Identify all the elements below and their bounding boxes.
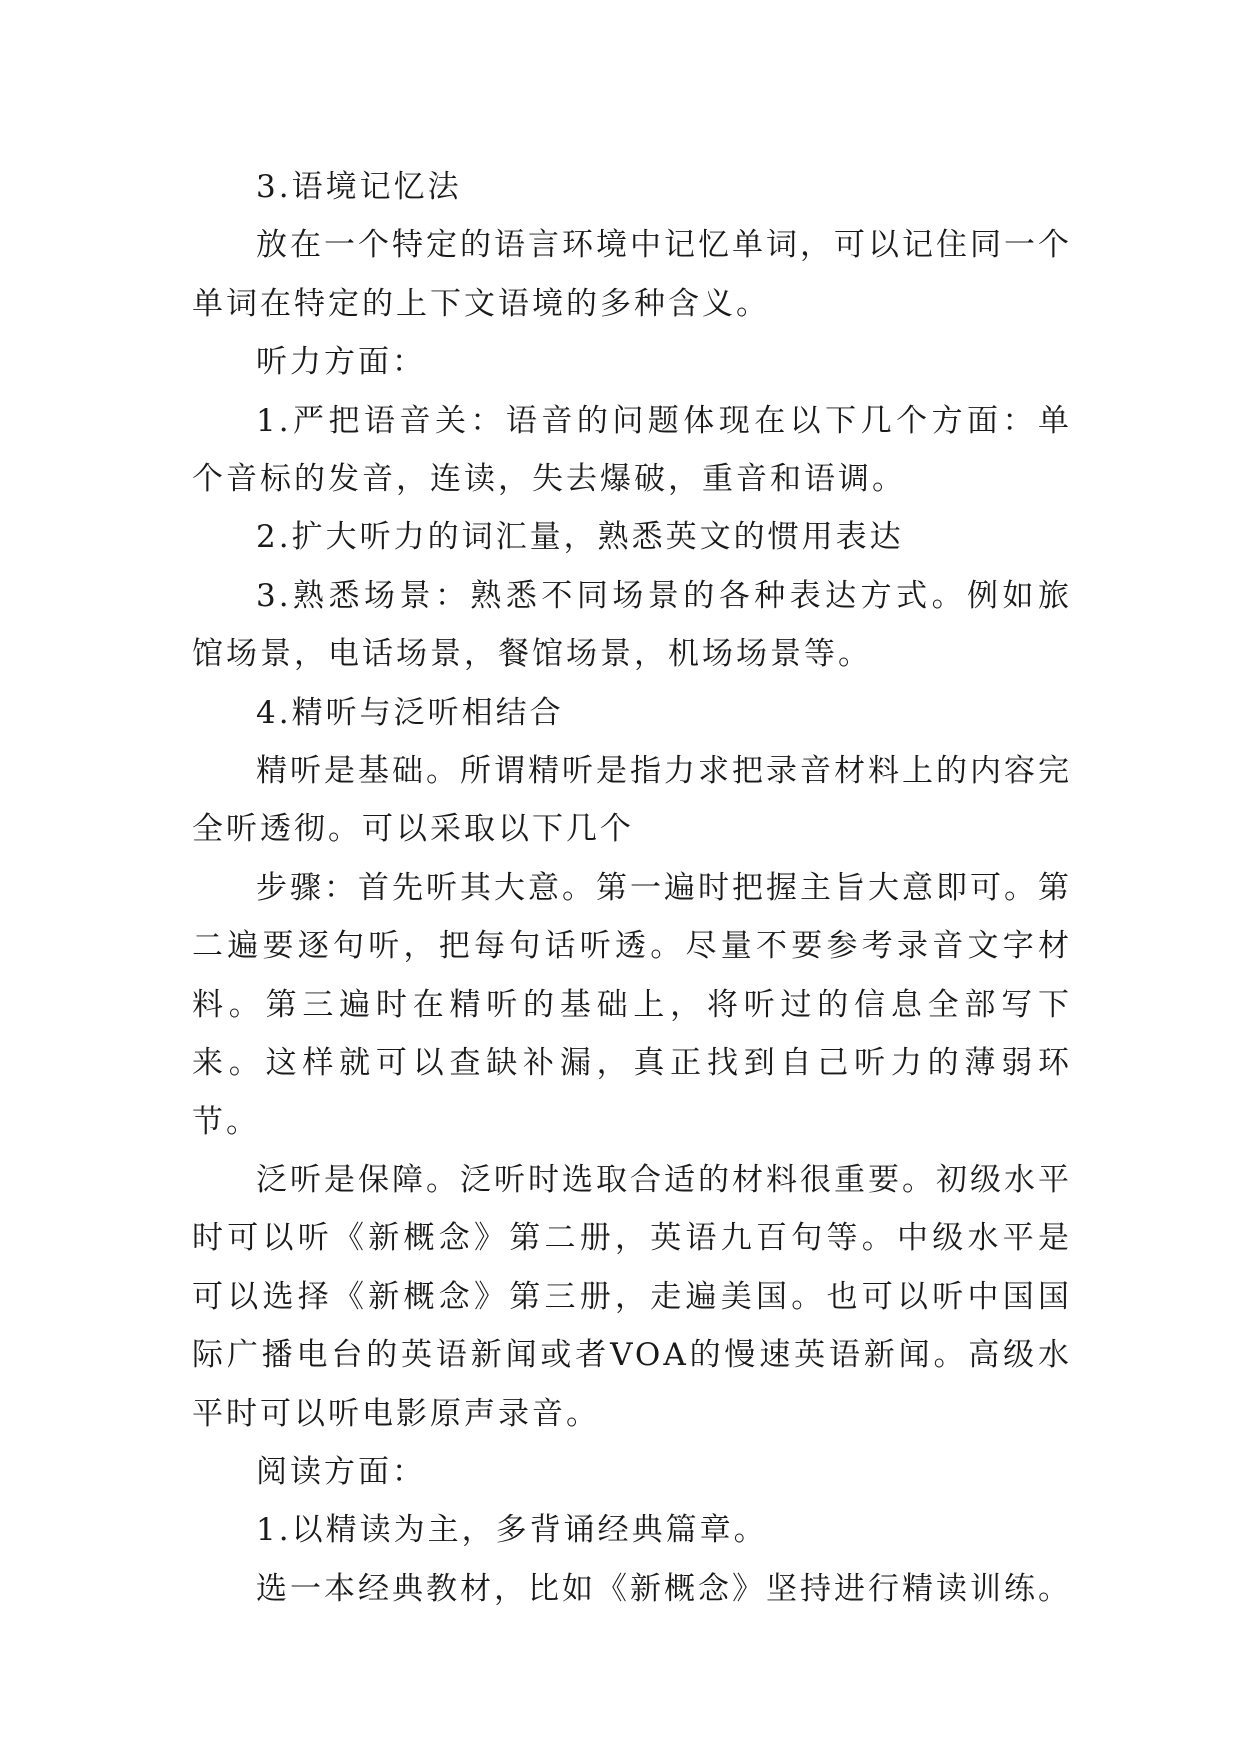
list-item: 3.熟悉场景：熟悉不同场景的各种表达方式。例如旅馆场景，电话场景，餐馆场景，机场场景等。	[192, 577, 1072, 673]
paragraph: 步骤：首先听其大意。第一遍时把握主旨大意即可。第二遍要逐句听，把每句话听透。尽量不要参考录音文字材料。第三遍时在精听的基础上，将听过的信息全部写下来。这样就可以查缺补漏，真正找到自己听力的薄弱环节。	[192, 869, 1072, 1140]
heading-reading: 阅读方面：	[256, 1453, 426, 1490]
paragraph: 精听是基础。所谓精听是指力求把录音材料上的内容完全听透彻。可以采取以下几个	[192, 753, 1072, 848]
paragraph: 放在一个特定的语言环境中记忆单词，可以记住同一个单词在特定的上下文语境的多种含义。	[192, 227, 1072, 322]
heading-listening: 听力方面：	[256, 344, 426, 381]
list-item: 4.精听与泛听相结合	[256, 694, 564, 731]
paragraph: 选一本经典教材，比如《新概念》坚持进行精读训练。	[256, 1570, 1072, 1607]
document-body	[192, 158, 1072, 1618]
heading-context-memory: 3.语境记忆法	[256, 169, 462, 205]
paragraph: 泛听是保障。泛听时选取合适的材料很重要。初级水平时可以听《新概念》第二册，英语九百句等。中级水平是可以选择《新概念》第三册，走遍美国。也可以听中国国际广播电台的英语新闻或者VOA的慢速英语新闻。高级水平时可以听电影原声录音。	[192, 1161, 1072, 1432]
list-item: 1.严把语音关：语音的问题体现在以下几个方面：单个音标的发音，连读，失去爆破，重音和语调。	[192, 402, 1072, 498]
list-item: 1.以精读为主，多背诵经典篇章。	[256, 1512, 768, 1549]
list-item: 2.扩大听力的词汇量，熟悉英文的惯用表达	[256, 519, 904, 556]
